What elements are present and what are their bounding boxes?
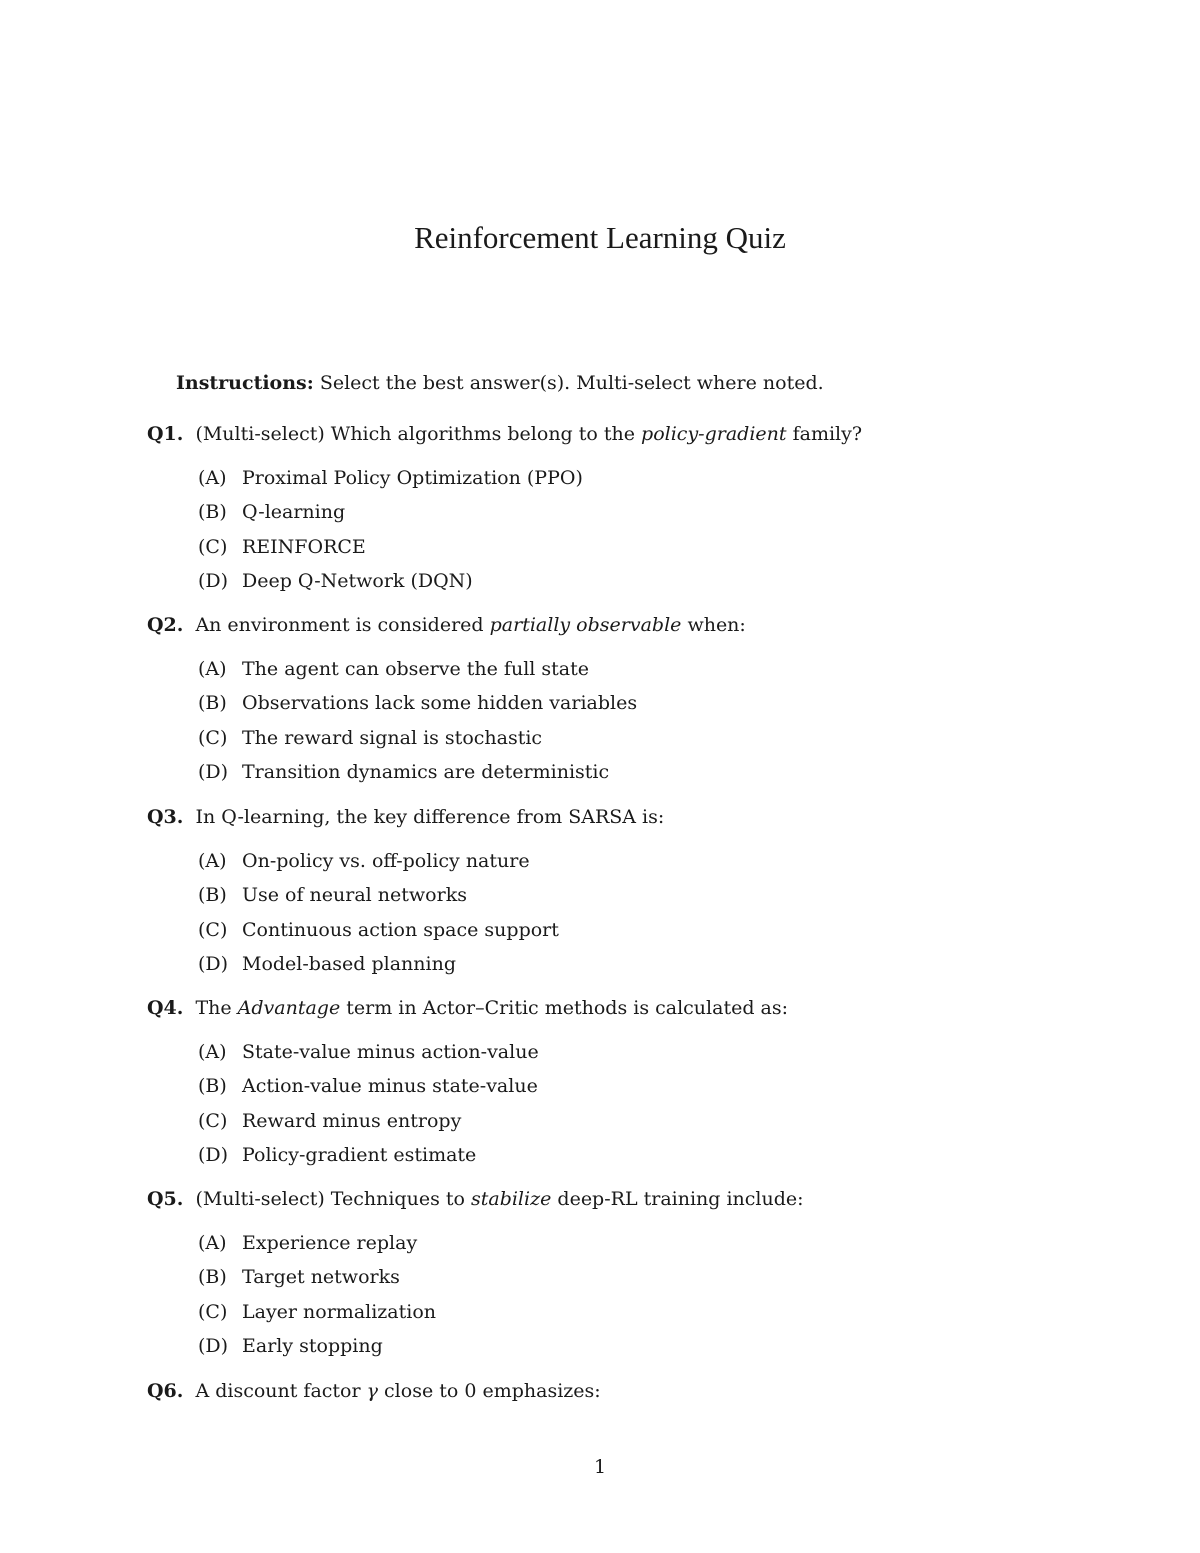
question-text: A discount factor (195, 1380, 361, 1402)
option-text: REINFORCE (242, 535, 366, 558)
option-a[interactable] (198, 1039, 539, 1073)
option-d[interactable] (198, 1333, 436, 1367)
option-letter: (B) (198, 884, 227, 907)
option-text: Use of neural networks (242, 884, 467, 907)
option-d[interactable] (198, 568, 583, 602)
option-letter: (D) (198, 570, 229, 593)
question-number: Q1. (147, 423, 184, 445)
instructions (176, 370, 824, 396)
option-text: On-policy vs. off-policy nature (242, 850, 530, 872)
option-text: Experience replay (242, 1232, 418, 1254)
page-number: 1 (593, 1456, 607, 1478)
option-letter: (A) (198, 1041, 227, 1063)
question-3 (147, 804, 664, 830)
option-b[interactable] (198, 1073, 539, 1107)
option-letter: (C) (198, 535, 228, 558)
question-text: The (195, 997, 232, 1019)
question-emphasis: stabilize (470, 1188, 552, 1210)
question-text: In Q-learning, the key difference from SARSA is: (195, 806, 665, 828)
option-text: Continuous action space support (242, 918, 559, 941)
option-c[interactable] (198, 1108, 539, 1142)
question-text-end: when: (687, 614, 746, 636)
option-letter: (B) (198, 692, 227, 715)
question-number: Q3. (147, 806, 184, 828)
question-emphasis: partially observable (489, 614, 682, 636)
question-text-end: deep-RL training include: (557, 1188, 804, 1210)
option-c[interactable] (198, 534, 583, 568)
question-text: An environment is considered (195, 614, 484, 636)
question-5-options (198, 1230, 436, 1368)
question-number: Q4. (147, 997, 184, 1019)
question-number: Q5. (147, 1188, 184, 1210)
option-text: Reward minus entropy (242, 1109, 462, 1132)
option-letter: (A) (198, 850, 227, 872)
option-text: Early stopping (242, 1335, 383, 1358)
option-a[interactable] (198, 465, 583, 499)
option-letter: (D) (198, 761, 229, 784)
option-d[interactable] (198, 1142, 539, 1176)
question-emphasis: Advantage (237, 997, 341, 1019)
option-b[interactable] (198, 882, 559, 916)
option-c[interactable] (198, 1299, 436, 1333)
option-text: Proximal Policy Optimization (PPO) (242, 467, 583, 489)
question-emphasis: policy-gradient (641, 423, 787, 445)
option-text: Layer normalization (242, 1300, 437, 1323)
option-letter: (A) (198, 1232, 227, 1254)
option-b[interactable] (198, 690, 637, 724)
option-text: Action-value minus state-value (242, 1075, 538, 1098)
question-number: Q2. (147, 614, 184, 636)
question-text-end: term in Actor–Critic methods is calculated as: (346, 997, 789, 1019)
question-3-options (198, 848, 559, 986)
question-1-options (198, 465, 583, 603)
option-text: State-value minus action-value (242, 1041, 539, 1063)
option-letter: (A) (198, 467, 227, 489)
option-text: The agent can observe the full state (242, 658, 589, 680)
option-text: Q-learning (242, 501, 346, 524)
option-letter: (B) (198, 1075, 227, 1098)
question-6 (147, 1378, 601, 1404)
question-2 (147, 612, 746, 638)
question-text-end: close to 0 emphasizes: (384, 1380, 601, 1402)
option-letter: (C) (198, 918, 228, 941)
question-5 (147, 1186, 804, 1212)
question-1 (147, 421, 862, 447)
option-text: Model-based planning (242, 953, 457, 976)
option-letter: (C) (198, 1300, 228, 1323)
question-text: (Multi-select) Techniques to (195, 1188, 465, 1210)
option-letter: (D) (198, 1144, 229, 1167)
option-a[interactable] (198, 848, 559, 882)
option-c[interactable] (198, 917, 559, 951)
question-4 (147, 995, 788, 1021)
question-text-end: family? (792, 423, 863, 445)
gamma-symbol: γ (366, 1380, 378, 1402)
instructions-text: Select the best answer(s). Multi-select where noted. (319, 372, 824, 394)
option-letter: (D) (198, 953, 229, 976)
option-a[interactable] (198, 1230, 436, 1264)
option-b[interactable] (198, 499, 583, 533)
option-d[interactable] (198, 759, 637, 793)
option-letter: (B) (198, 1266, 227, 1289)
option-letter: (C) (198, 1109, 228, 1132)
option-text: Policy-gradient estimate (242, 1144, 477, 1167)
option-text: Target networks (242, 1266, 400, 1289)
question-text: (Multi-select) Which algorithms belong to the (195, 423, 635, 445)
question-4-options (198, 1039, 539, 1177)
option-text: Transition dynamics are deterministic (242, 761, 610, 784)
question-2-options (198, 656, 637, 794)
option-b[interactable] (198, 1264, 436, 1298)
option-letter: (B) (198, 501, 227, 524)
page-title: Reinforcement Learning Quiz (414, 220, 786, 255)
option-a[interactable] (198, 656, 637, 690)
option-d[interactable] (198, 951, 559, 985)
option-text: Observations lack some hidden variables (242, 692, 638, 715)
question-number: Q6. (147, 1380, 184, 1402)
option-text: The reward signal is stochastic (242, 726, 543, 749)
instructions-label: Instructions: (176, 372, 314, 394)
option-letter: (D) (198, 1335, 229, 1358)
option-c[interactable] (198, 725, 637, 759)
option-text: Deep Q-Network (DQN) (242, 570, 473, 593)
option-letter: (C) (198, 726, 228, 749)
option-letter: (A) (198, 658, 227, 680)
